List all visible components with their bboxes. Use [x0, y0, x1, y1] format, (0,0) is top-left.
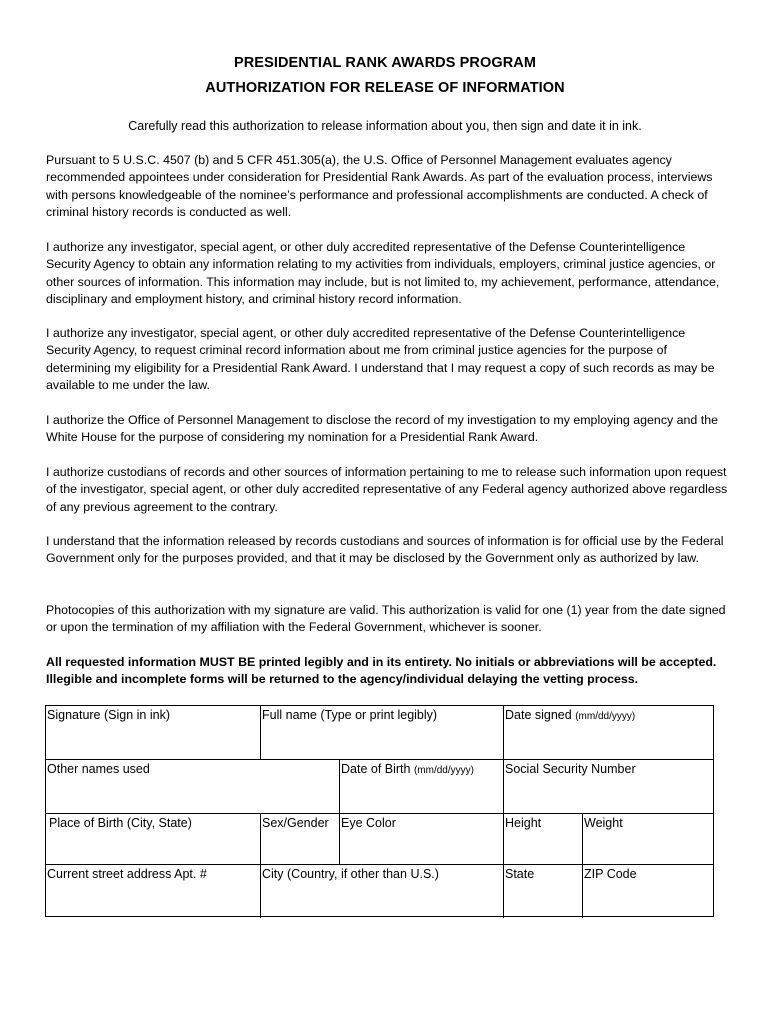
street-address-label: Current street address Apt. # — [47, 867, 207, 881]
column-divider — [582, 813, 583, 864]
zip-code-label: ZIP Code — [584, 867, 637, 881]
signature-field[interactable] — [47, 708, 170, 722]
height-field[interactable] — [505, 816, 541, 830]
ssn-label: Social Security Number — [505, 762, 636, 776]
paragraph-authorize-custodians: I authorize custodians of records and other sources of information pertaining to me to release such information upon request of the investigator, special agent, or other duly accredited representative of any Federal agency authorized above regardless of any previous agreement to the contrary. — [46, 465, 728, 514]
column-divider — [503, 759, 504, 813]
date-signed-format: (mm/dd/yyyy) — [575, 711, 636, 722]
paragraph-authorize-opm-disclose: I authorize the Office of Personnel Management to disclose the record of my investigation to my employing agency and the White House for the purpose of considering my nomination for a Presidential Rank Award. — [46, 413, 718, 445]
state-label: State — [505, 867, 535, 881]
row-divider — [46, 864, 713, 865]
height-label: Height — [505, 816, 542, 830]
paragraph-pursuant: Pursuant to 5 U.S.C. 4507 (b) and 5 CFR 451.305(a), the U.S. Office of Personnel Management evaluates agency recommended appointees under consideration for Presidential Rank Awards. As part of the evaluation process, interviews with persons knowledgeable of the nominee’s performance and professional accomplishments are conducted. A check of criminal history records is conducted as well. — [46, 153, 713, 219]
date-of-birth-label: Date of Birth — [341, 762, 411, 776]
ssn-field[interactable] — [505, 762, 636, 776]
personal-info-form — [45, 705, 714, 917]
sex-gender-label: Sex/Gender — [262, 816, 329, 830]
column-divider — [503, 813, 504, 864]
other-names-field[interactable] — [47, 762, 150, 776]
sex-gender-field[interactable] — [262, 816, 329, 830]
paragraph-legibility-notice: All requested information MUST BE printed legibly and in its entirety. No initials or abbreviations will be accepted. Illegible and incomplete forms will be returned to the agency/individual delaying the vetting process. — [46, 655, 717, 687]
date-signed-field[interactable] — [505, 708, 635, 722]
city-field[interactable] — [262, 867, 439, 881]
column-divider — [339, 813, 340, 864]
column-divider — [503, 864, 504, 918]
document-title-line2: AUTHORIZATION FOR RELEASE OF INFORMATION — [205, 80, 565, 96]
street-address-field[interactable] — [47, 867, 207, 881]
column-divider — [260, 813, 261, 864]
row-divider — [46, 813, 713, 814]
paragraph-photocopies: Photocopies of this authorization with my signature are valid. This authorization is valid for one (1) year from the date signed or upon the termination of my affiliation with the Federal Government, whichever is sooner. — [46, 603, 726, 635]
city-label: City (Country, if other than U.S.) — [262, 867, 439, 881]
other-names-label: Other names used — [47, 762, 150, 776]
eye-color-field[interactable] — [341, 816, 396, 830]
date-signed-label: Date signed — [505, 708, 572, 722]
full-name-field[interactable] — [262, 708, 437, 722]
weight-field[interactable] — [584, 816, 623, 830]
column-divider — [260, 706, 261, 759]
weight-label: Weight — [584, 816, 623, 830]
full-name-label: Full name (Type or print legibly) — [262, 708, 438, 722]
signature-label: Signature (Sign in ink) — [47, 708, 170, 722]
eye-color-label: Eye Color — [341, 816, 396, 830]
paragraph-official-use: I understand that the information released by records custodians and sources of information is for official use by the Federal Government only for the purposes provided, and that it may be disclosed by the Government only as authorized by law. — [46, 534, 724, 566]
column-divider — [582, 864, 583, 918]
place-of-birth-label: Place of Birth (City, State) — [49, 816, 192, 830]
zip-code-field[interactable] — [584, 867, 637, 881]
state-field[interactable] — [505, 867, 534, 881]
instruction-text: Carefully read this authorization to release information about you, then sign and date it in ink. — [128, 119, 642, 133]
column-divider — [503, 706, 504, 759]
row-divider — [46, 759, 713, 760]
paragraph-authorize-obtain: I authorize any investigator, special agent, or other duly accredited representative of the Defense Counterintelligence Security Agency to obtain any information relating to my activities from individuals, employers, criminal justice agencies, or other sources of information. This information may include, but is not limited to, my achievement, performance, attendance, disciplinary and employment history, and criminal history record information. — [46, 240, 720, 306]
document-title-line1: PRESIDENTIAL RANK AWARDS PROGRAM — [233, 55, 537, 71]
column-divider — [339, 759, 340, 813]
column-divider — [260, 864, 261, 918]
date-of-birth-format: (mm/dd/yyyy) — [413, 765, 474, 776]
date-of-birth-field[interactable] — [341, 762, 474, 776]
place-of-birth-field[interactable] — [49, 816, 192, 830]
paragraph-authorize-criminal-records: I authorize any investigator, special agent, or other duly accredited representative of the Defense Counterintelligence Security Agency, to request criminal record information about me from criminal justice agencies for the purpose of determining my eligibility for a Presidential Rank Award. I understand that I may request a copy of such records as may be available to me under the law. — [46, 326, 715, 392]
